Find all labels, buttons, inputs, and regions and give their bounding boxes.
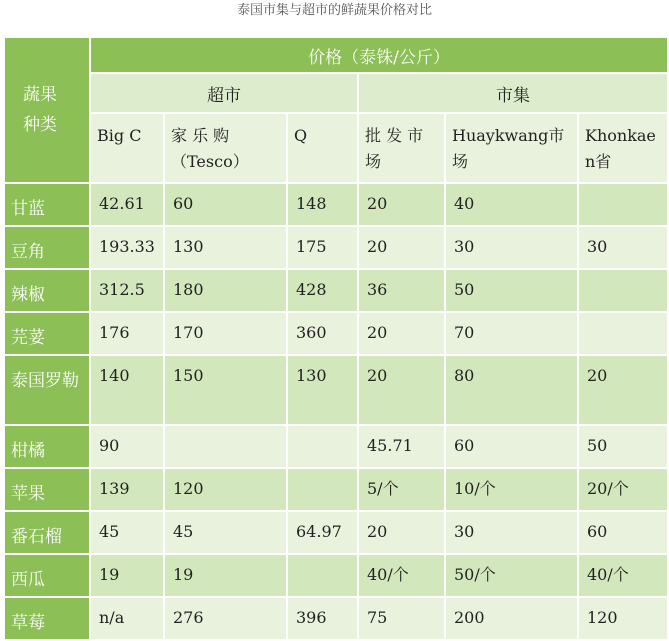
price-cell [578, 183, 668, 226]
price-cell: 20 [358, 226, 445, 269]
price-cell: 19 [164, 554, 287, 597]
veg-name: 甘蓝 [4, 183, 90, 226]
price-cell: 20 [358, 312, 445, 355]
price-cell: 40/个 [358, 554, 445, 597]
header-veg-type [4, 37, 90, 183]
header-price: 价格（泰铢/公斤） [90, 37, 668, 73]
price-cell: 40/个 [578, 554, 668, 597]
price-cell [164, 425, 287, 468]
table-row [4, 511, 668, 554]
col-header-huaykwang-market: Huaykwang市场 [445, 113, 578, 183]
table-row [4, 468, 668, 511]
price-cell: 20 [578, 355, 668, 425]
price-cell: 130 [287, 355, 358, 425]
price-table-body [4, 183, 668, 640]
header-veg-type-label: 蔬果种类 [23, 85, 57, 135]
veg-name: 芫荽 [4, 312, 90, 355]
table-row [4, 312, 668, 355]
price-cell: 20 [358, 355, 445, 425]
price-cell: 50 [445, 269, 578, 312]
price-comparison-table [3, 36, 669, 641]
table-row [4, 355, 668, 425]
veg-name: 泰国罗勒 [4, 355, 90, 425]
veg-name: 柑橘 [4, 425, 90, 468]
price-cell: 140 [90, 355, 164, 425]
price-cell: 176 [90, 312, 164, 355]
price-cell: 40 [445, 183, 578, 226]
price-cell: 30 [445, 511, 578, 554]
table-row [4, 269, 668, 312]
table-row [4, 554, 668, 597]
price-cell: 19 [90, 554, 164, 597]
price-cell: 45.71 [358, 425, 445, 468]
price-cell: 180 [164, 269, 287, 312]
price-cell: 150 [164, 355, 287, 425]
price-cell: 5/个 [358, 468, 445, 511]
price-cell: 193.33 [90, 226, 164, 269]
price-cell: 90 [90, 425, 164, 468]
price-cell: 20/个 [578, 468, 668, 511]
price-cell: 75 [358, 597, 445, 640]
price-cell: 60 [578, 511, 668, 554]
price-cell: 20 [358, 511, 445, 554]
veg-name: 豆角 [4, 226, 90, 269]
price-cell: 10/个 [445, 468, 578, 511]
price-cell: 396 [287, 597, 358, 640]
col-header-q: Q [287, 113, 358, 183]
price-cell: 139 [90, 468, 164, 511]
veg-name: 番石榴 [4, 511, 90, 554]
price-cell: 130 [164, 226, 287, 269]
price-cell: 80 [445, 355, 578, 425]
col-header-tesco: 家 乐 购（Tesco） [164, 113, 287, 183]
price-cell: 360 [287, 312, 358, 355]
price-cell: 45 [164, 511, 287, 554]
header-market: 市集 [358, 73, 668, 113]
price-cell: 170 [164, 312, 287, 355]
price-cell: 428 [287, 269, 358, 312]
col-header-wholesale-market: 批 发 市场 [358, 113, 445, 183]
veg-name: 草莓 [4, 597, 90, 640]
price-cell [578, 269, 668, 312]
price-cell [287, 554, 358, 597]
price-cell: 50/个 [445, 554, 578, 597]
price-cell: 20 [358, 183, 445, 226]
price-cell: 200 [445, 597, 578, 640]
price-cell: 36 [358, 269, 445, 312]
veg-name: 辣椒 [4, 269, 90, 312]
price-cell: n/a [90, 597, 164, 640]
price-cell: 50 [578, 425, 668, 468]
price-cell: 312.5 [90, 269, 164, 312]
price-cell: 30 [445, 226, 578, 269]
price-cell: 148 [287, 183, 358, 226]
header-supermarket: 超市 [90, 73, 358, 113]
table-row [4, 597, 668, 640]
table-caption: 泰国市集与超市的鲜蔬果价格对比 [236, 3, 432, 18]
price-cell [287, 468, 358, 511]
col-header-khonkaen: Khonkaen省 [578, 113, 668, 183]
table-row [4, 425, 668, 468]
price-cell: 30 [578, 226, 668, 269]
price-cell: 64.97 [287, 511, 358, 554]
table-row [4, 183, 668, 226]
col-header-big-c: Big C [90, 113, 164, 183]
veg-name: 西瓜 [4, 554, 90, 597]
price-cell: 276 [164, 597, 287, 640]
price-cell: 42.61 [90, 183, 164, 226]
price-cell [578, 312, 668, 355]
price-cell: 175 [287, 226, 358, 269]
price-cell: 120 [164, 468, 287, 511]
price-cell: 60 [164, 183, 287, 226]
price-cell: 70 [445, 312, 578, 355]
price-cell: 45 [90, 511, 164, 554]
veg-name: 苹果 [4, 468, 90, 511]
price-cell: 120 [578, 597, 668, 640]
price-cell: 60 [445, 425, 578, 468]
table-row [4, 226, 668, 269]
price-cell [287, 425, 358, 468]
